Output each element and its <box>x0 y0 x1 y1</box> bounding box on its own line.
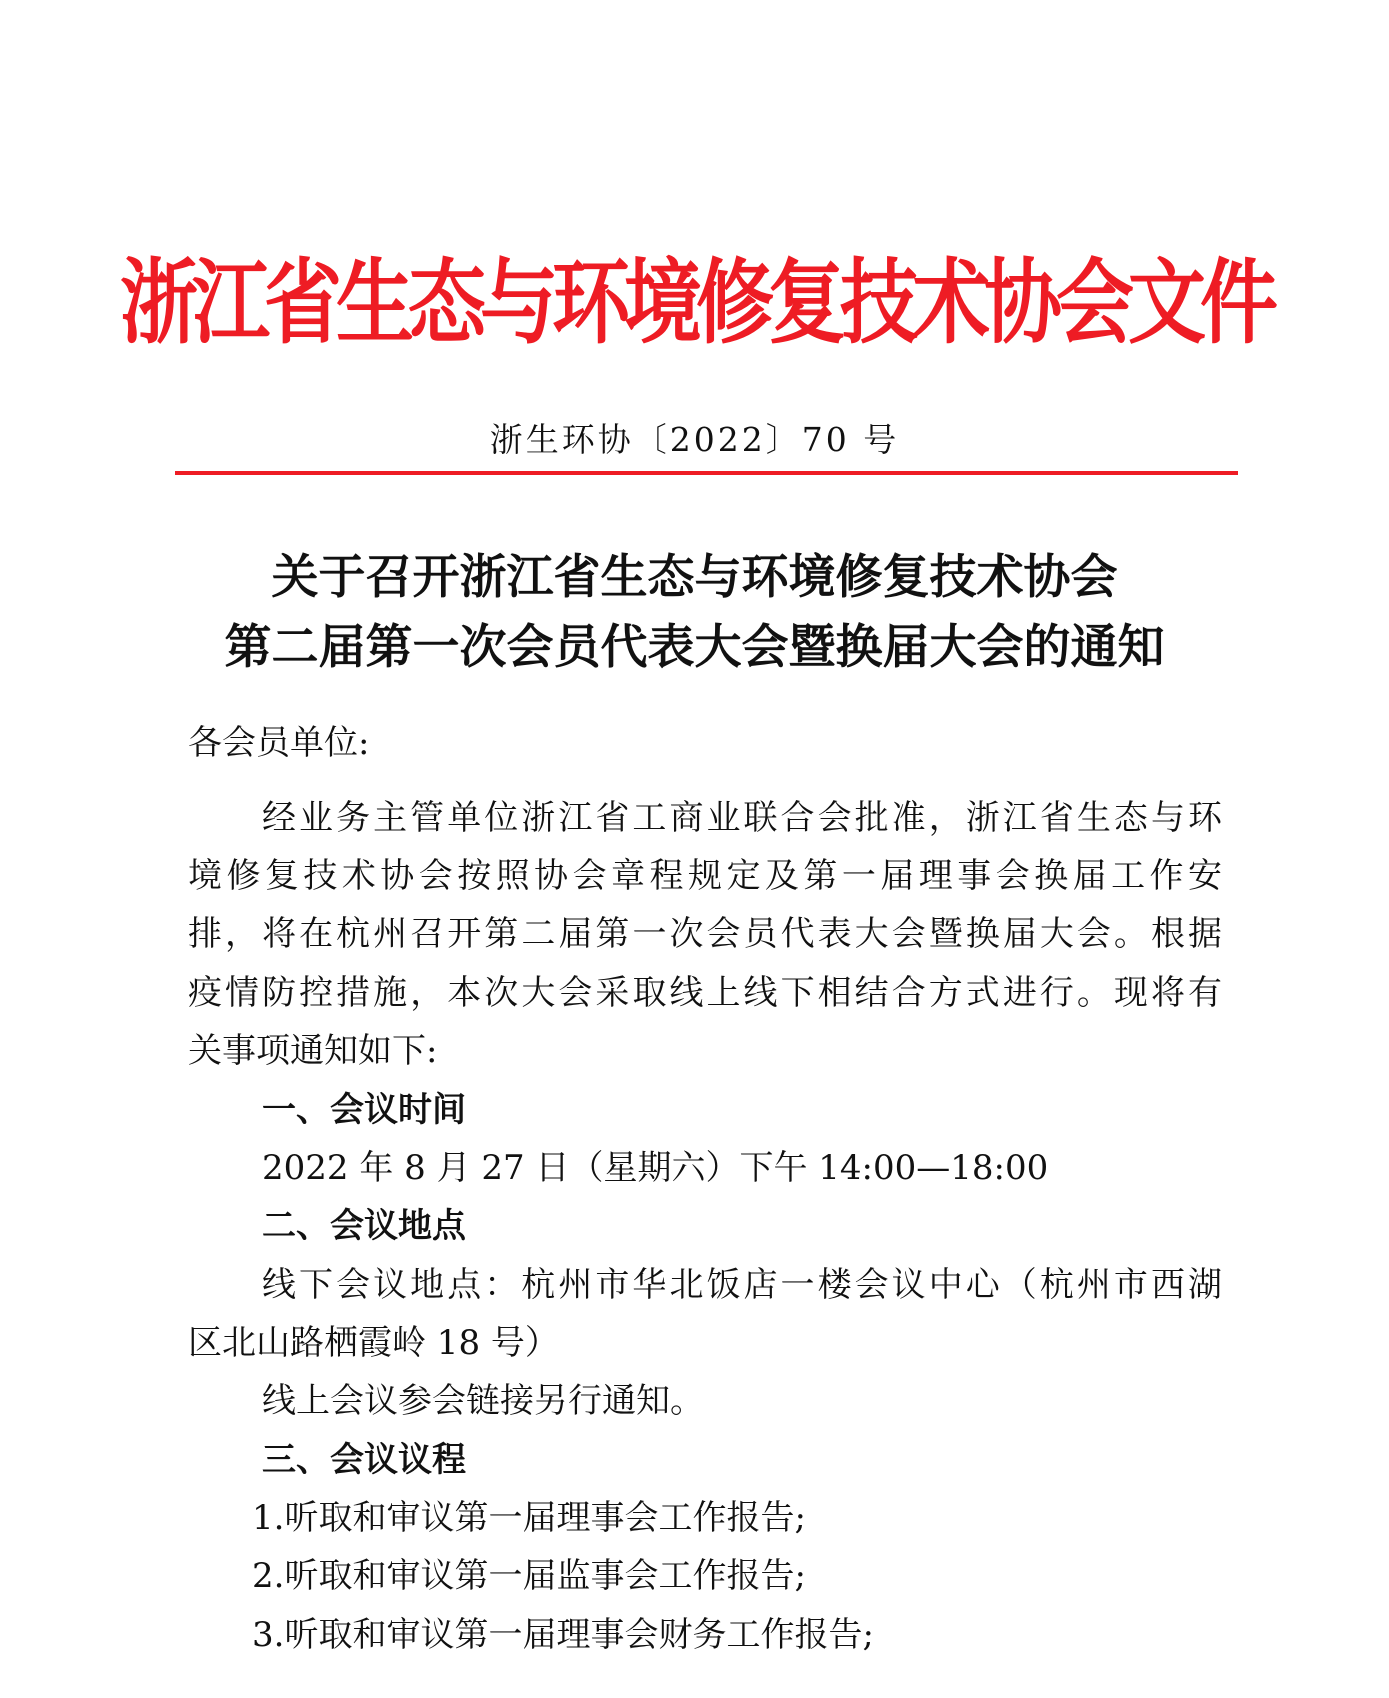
meeting-location-line: 线下会议地点：杭州市华北饭店一楼会议中心（杭州市西湖 <box>262 1265 1222 1305</box>
section-heading-location: 二、会议地点 <box>262 1206 466 1246</box>
notice-subject-line-2: 第二届第一次会员代表大会暨换届大会的通知 <box>224 620 1165 675</box>
meeting-time-text: 2022 年 8 月 27 日（星期六）下午 14:00—18:00 <box>262 1148 1049 1188</box>
document-number: 浙生环协〔2022〕70 号 <box>489 420 900 459</box>
red-divider-line <box>175 471 1238 475</box>
intro-paragraph-line: 排，将在杭州召开第二届第一次会员代表大会暨换届大会。根据 <box>188 914 1222 954</box>
agenda-item: 3.听取和审议第一届理事会财务工作报告; <box>252 1615 874 1655</box>
intro-paragraph-line: 境修复技术协会按照协会章程规定及第一届理事会换届工作安 <box>188 856 1222 896</box>
salutation: 各会员单位: <box>188 723 370 763</box>
org-document-title: 浙江省生态与环境修复技术协会文件 <box>120 250 1273 358</box>
meeting-location-line: 区北山路栖霞岭 18 号） <box>188 1323 559 1363</box>
section-heading-time: 一、会议时间 <box>262 1090 466 1130</box>
agenda-item: 2.听取和审议第一届监事会工作报告; <box>252 1556 806 1596</box>
intro-paragraph-line: 疫情防控措施，本次大会采取线上线下相结合方式进行。现将有 <box>188 973 1222 1013</box>
notice-subject-line-1: 关于召开浙江省生态与环境修复技术协会 <box>271 550 1118 605</box>
section-heading-agenda: 三、会议议程 <box>262 1440 466 1480</box>
intro-paragraph-line: 关事项通知如下: <box>188 1031 438 1071</box>
online-meeting-note: 线上会议参会链接另行通知。 <box>262 1381 704 1421</box>
agenda-item: 1.听取和审议第一届理事会工作报告; <box>252 1498 806 1538</box>
intro-paragraph-line: 经业务主管单位浙江省工商业联合会批准，浙江省生态与环 <box>262 798 1222 838</box>
